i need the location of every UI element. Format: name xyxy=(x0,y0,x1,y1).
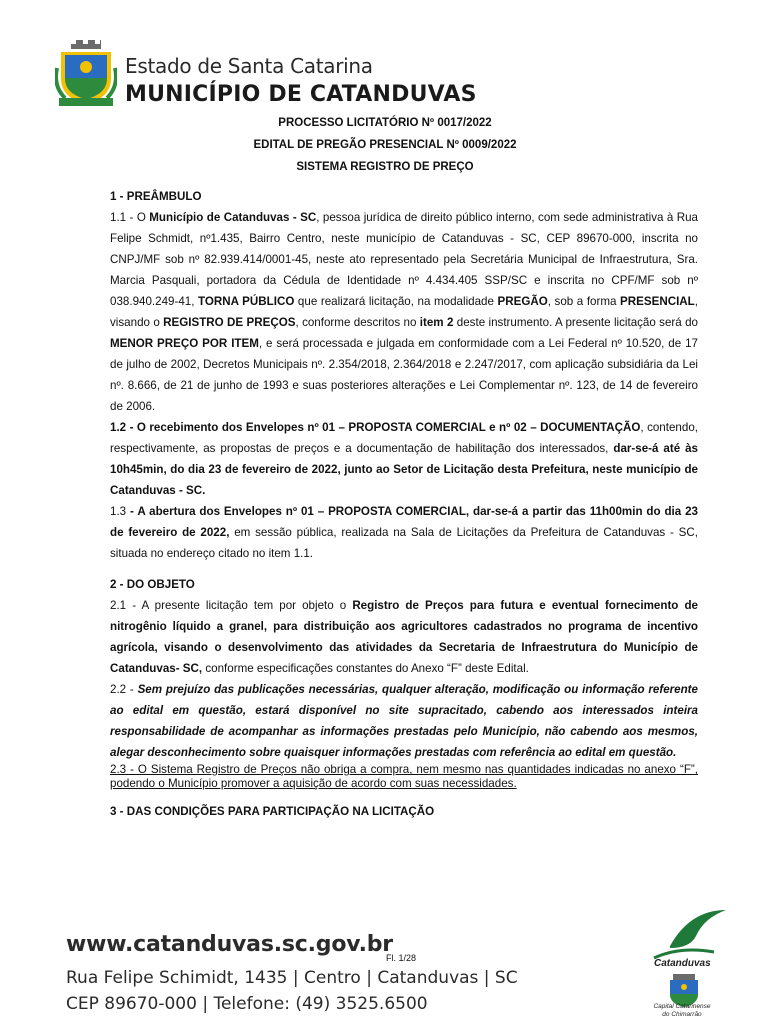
spacer xyxy=(110,791,698,801)
text-run: que realizará licitação, na modalidade xyxy=(294,295,498,308)
bold-run: MENOR PREÇO POR ITEM xyxy=(110,337,259,350)
text-run: , conforme descritos no xyxy=(295,316,420,329)
footer-website: www.catanduvas.sc.gov.br xyxy=(66,932,393,957)
bold-italic-run: Sem prejuízo das publicações necessárias, qualquer alteração, modificação ou informação referente ao edital em questão, estará disponível no site supracitado, cabendo aos interessados inteira responsabilidade de acompanhar as informações prestadas pelo Município, não cabendo aos mesmos, alegar desconhecimento sobre quaisquer informações prestadas com referência ao edital em questão. xyxy=(110,683,698,759)
text-run: em sessão pública, realizada na Sala de Licitações da Prefeitura de Catanduvas - SC, situada no endereço citado no item 1.1. xyxy=(110,526,698,560)
text-run: , visando o xyxy=(110,295,698,329)
document-titles xyxy=(0,112,770,178)
document-body xyxy=(110,186,698,822)
bold-run: - A abertura dos Envelopes nº 01 – PROPOSTA COMERCIAL, dar-se-á a partir das 11h00min do dia 23 de fevereiro de 2022, xyxy=(110,505,698,539)
bold-run: dar-se-á até às 10h45min, do dia 23 de fevereiro de 2022, junto ao Setor de Licitação desta Prefeitura, neste município de Catanduvas - SC. xyxy=(110,442,698,497)
bold-run: PRESENCIAL xyxy=(620,295,695,308)
footer-logo-name: Catanduvas xyxy=(654,958,711,969)
text-run: - O xyxy=(126,211,150,224)
section-3-heading: 3 - DAS CONDIÇÕES PARA PARTICIPAÇÃO NA LICITAÇÃO xyxy=(110,805,435,818)
section-2-heading: 2 - DO OBJETO xyxy=(110,578,195,591)
bold-run: TORNA PÚBLICO xyxy=(198,295,295,308)
municipal-crest-icon xyxy=(55,38,117,108)
paragraph-1-2 xyxy=(110,417,698,501)
paragraph-number: 1.1 xyxy=(110,211,127,224)
text-run: , sob a forma xyxy=(547,295,621,308)
paragraph-number: 1.3 xyxy=(110,505,127,518)
system-title: SISTEMA REGISTRO DE PREÇO xyxy=(296,161,474,173)
document-header xyxy=(55,38,755,110)
section-1-heading: 1 - PREÂMBULO xyxy=(110,190,202,203)
paragraph-2-2 xyxy=(110,679,698,763)
paragraph-1-3 xyxy=(110,501,698,564)
bold-run: item 2 xyxy=(419,316,454,329)
notice-title: EDITAL DE PREGÃO PRESENCIAL Nº 0009/2022 xyxy=(253,139,517,151)
text-run: conforme especificações constantes do Anexo “F” deste Edital. xyxy=(202,662,529,675)
municipality-name: MUNICÍPIO DE CATANDUVAS xyxy=(125,82,477,107)
state-name: Estado de Santa Catarina xyxy=(125,54,373,78)
paragraph-2-3: 2.3 - O Sistema Registro de Preços não obriga a compra, nem mesmo nas quantidades indicadas no anexo “F”, podendo o Município promover a aquisição de acordo com suas necessidades. xyxy=(110,763,698,790)
page-number: Fl. 1/28 xyxy=(386,953,417,963)
text-run: 2.2 - xyxy=(110,683,138,696)
footer-cep-phone: CEP 89670-000 | Telefone: (49) 3525.6500 xyxy=(66,994,428,1014)
text-run: 2.1 - A presente licitação tem por objeto o xyxy=(110,599,353,612)
text-run: , e será processada e julgada em conformidade com a Lei Federal nº 10.520, de 17 de julho de 2002, Decretos Municipais nº. 2.354/2018, 2.364/2018 e 2.247/2017, com aplicação subsidiária da Lei nº. 8.666, de 21 de junho de 1993 e suas posteriores alterações e Lei Complementar nº. 123, de 14 de fevereiro de 2006. xyxy=(110,337,698,413)
text-run: , pessoa jurídica de direito público interno, com sede administrativa à Rua Felipe Schmidt, nº1.435, Bairro Centro, neste município de Catanduvas - SC, CEP 89670-000, inscrita no CNPJ/MF sob nº 82.939.414/0001-45, neste ato representado pela Secretária Municipal de Infraestrutura, Sra. Marcia Pasquali, portadora da Cédula de Identidade nº 4.434.405 SSP/SC e inscrita no CPF/MF sob nº 038.940.249-41, xyxy=(110,211,698,308)
spacer xyxy=(110,564,698,574)
text-run: deste instrumento. A presente licitação será do xyxy=(453,316,698,329)
text-run: , contendo, respectivamente, as propostas de preços e a documentação de habilitação dos interessados, xyxy=(110,421,698,455)
paragraph-1-1 xyxy=(110,207,698,417)
footer-address: Rua Felipe Schimidt, 1435 | Centro | Catanduvas | SC xyxy=(66,968,518,988)
bold-run: PREGÃO xyxy=(497,295,548,308)
footer-logo-tagline: Capital Catarinense do Chimarrão xyxy=(653,1003,711,1018)
paragraph-number: 1.2 xyxy=(110,421,127,434)
bold-run: REGISTRO DE PREÇOS xyxy=(163,316,296,329)
bold-run: Município de Catanduvas - SC xyxy=(149,211,317,224)
bold-run: - O recebimento dos Envelopes nº 01 – PROPOSTA COMERCIAL e nº 02 – DOCUMENTAÇÃO xyxy=(126,421,641,434)
paragraph-2-1 xyxy=(110,595,698,679)
process-title: PROCESSO LICITATÓRIO Nº 0017/2022 xyxy=(278,117,492,129)
bold-run: Registro de Preços para futura e eventual fornecimento de nitrogênio líquido a granel, para distribuição aos agricultores cadastrados no programa de incentivo agrícola, visando o desenvolvimento das atividades da Secretaria de Infraestrutura do Município de Catanduvas- SC, xyxy=(110,599,698,675)
